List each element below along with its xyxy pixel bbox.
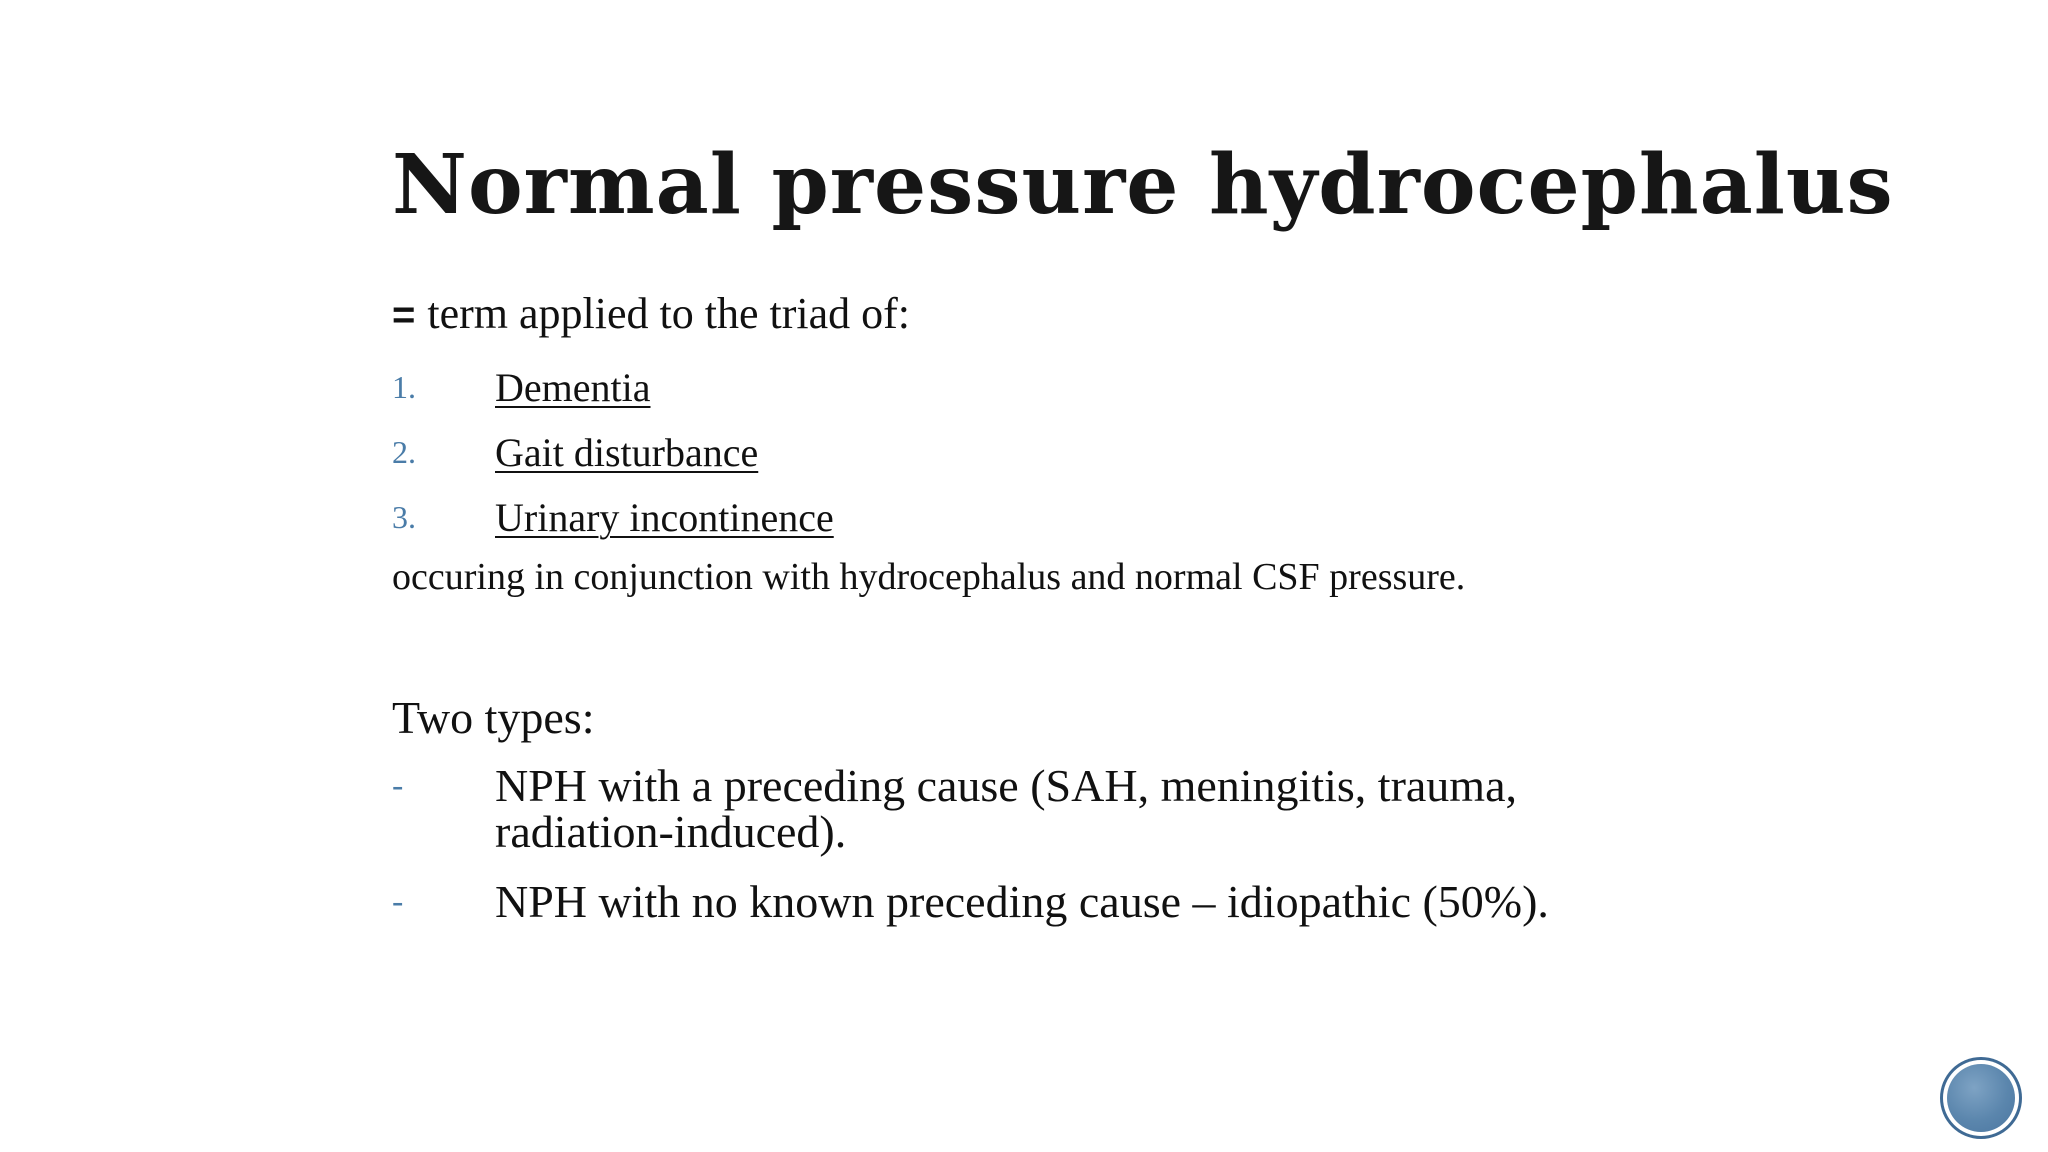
list-item bbox=[392, 485, 834, 550]
list-number: 3. bbox=[392, 499, 416, 535]
slide-logo-inner bbox=[1947, 1064, 2015, 1132]
type-item-secondary: NPH with a preceding cause (SAH, meningitis, trauma, radiation-induced). bbox=[495, 760, 1517, 857]
dash-bullet: - bbox=[392, 883, 404, 920]
list-item bbox=[392, 355, 834, 420]
intro-text: term applied to the triad of: bbox=[427, 289, 910, 338]
list-number: 2. bbox=[392, 434, 416, 470]
equals-symbol: = bbox=[392, 293, 416, 337]
list-item bbox=[392, 420, 834, 485]
type-item-idiopathic: NPH with no known preceding cause – idiopathic (50%). bbox=[495, 876, 1549, 927]
intro-line bbox=[392, 286, 910, 343]
list-number: 1. bbox=[392, 369, 416, 405]
slide-logo-icon bbox=[1943, 1060, 2019, 1136]
types-heading: Two types: bbox=[392, 692, 595, 743]
slide-title: Normal pressure hydrocephalus bbox=[392, 137, 1894, 233]
list-item bbox=[392, 876, 1625, 927]
triad-item-urinary: Urinary incontinence bbox=[495, 495, 834, 540]
list-item bbox=[392, 760, 1625, 857]
triad-list bbox=[392, 355, 834, 550]
triad-item-gait: Gait disturbance bbox=[495, 430, 759, 475]
dash-bullet: - bbox=[392, 767, 404, 804]
triad-item-dementia: Dementia bbox=[495, 365, 651, 410]
triad-context-text: occuring in conjunction with hydrocephalus and normal CSF pressure. bbox=[392, 556, 1466, 598]
types-list bbox=[392, 760, 1625, 949]
